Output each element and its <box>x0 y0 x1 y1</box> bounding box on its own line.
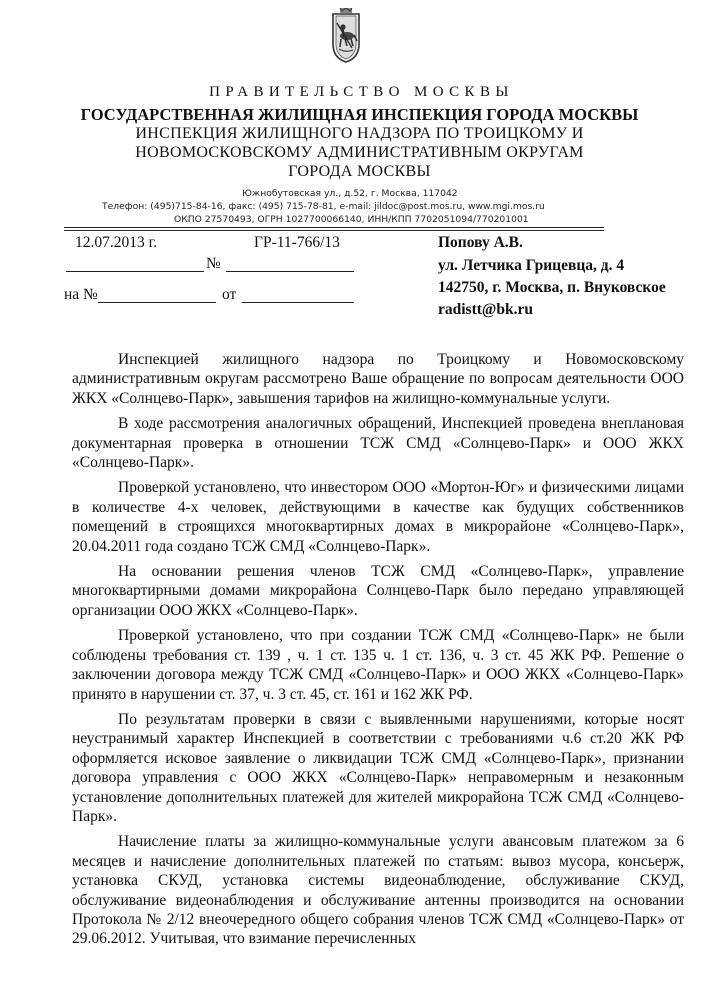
government-title: ПРАВИТЕЛЬСТВО МОСКВЫ <box>209 84 514 100</box>
recipient-email: radistt@bk.ru <box>438 301 533 318</box>
subdivision-line-1: ИНСПЕКЦИЯ ЖИЛИЩНОГО НАДЗОРА ПО ТРОИЦКОМУ И <box>135 125 584 142</box>
registration-number: ГР-11-766/13 <box>254 234 340 251</box>
body-paragraph: Инспекцией жилищного надзора по Троицкому и Новомосковскому административным округам рассмотрено Ваше обращение по вопросам деятельности ООО ЖКХ «Солнцево-Парк», завышения тарифов на жилищно-коммунальные услуги. <box>72 351 684 407</box>
recipient-city: 142750, г. Москва, п. Внуковское <box>438 279 666 296</box>
agency-codes: ОКПО 27570493, ОГРН 1027700066140, ИНН/КПП 7702051094/770201001 <box>174 214 529 225</box>
moscow-coat-of-arms-icon <box>326 8 366 63</box>
registration-date: 12.07.2013 г. <box>75 234 158 251</box>
header-divider-secondary <box>64 230 604 231</box>
header-divider <box>64 227 604 228</box>
recipient-street: ул. Летчика Грицевца, д. 4 <box>438 257 625 274</box>
agency-contacts: Телефон: (495)715-84-16, факс: (495) 715-78-81, e-mail: jildoc@post.mos.ru, www.mgi.mos.ru <box>102 201 545 212</box>
letter-body <box>72 350 684 949</box>
recipient-name: Попову А.В. <box>438 234 523 251</box>
agency-address: Южнобутовская ул., д.52, г. Москва, 117042 <box>242 188 458 199</box>
from-label: от <box>222 286 237 303</box>
body-paragraph: На основании решения членов ТСЖ СМД «Солнцево-Парк», управление многоквартирными домами микрорайона Солнцево-Парк было передано управляющей организации ООО ЖКХ «Солнцево-Парк». <box>72 563 684 619</box>
body-paragraph: В ходе рассмотрения аналогичных обращений, Инспекцией проведена внеплановая документарная проверка в отношении ТСЖ СМД «Солнцево-Парк» и ООО ЖКХ «Солнцево-Парк». <box>72 415 684 472</box>
subdivision-line-2: НОВОМОСКОВСКОМУ АДМИНИСТРАТИВНЫМ ОКРУГАМ <box>135 144 584 161</box>
body-paragraph: По результатам проверки в связи с выявленными нарушениями, которые носят неустранимый характер Инспекцией в соответствии с требованиями ч.6 ст.20 ЖК РФ оформляется исковое заявление о ликвидации ТСЖ СМД «Солнцево-Парк», признании договора управления с ООО ЖКХ «Солнцево-Парк» неправомерным и незаконным установление дополнительных платежей для жителей микрорайона ТСЖ СМД «Солнцево-Парк». <box>72 710 684 825</box>
body-paragraph: Проверкой установлено, что при создании ТСЖ СМД «Солнцево-Парк» не были соблюдены требования ст. 139 , ч. 1 ст. 135 ч. 1 ст. 136, ч. 3 ст. 45 ЖК РФ. Решение о заключении договора между ТСЖ СМД «Солнцево-Парк» и ООО ЖКХ «Солнцево-Парк» принято в нарушении ст. 37, ч. 3 ст. 45, ст. 161 и 162 ЖК РФ. <box>72 627 684 703</box>
number-underline <box>226 271 354 272</box>
body-paragraph: Проверкой установлено, что инвестором ООО «Мортон-Юг» и физическими лицами в количестве 4-х человек, действующими в качестве как будущих собственников помещений в строящихся многоквартирных домах в микрорайоне «Солнцево-Парк», 20.04.2011 года создано ТСЖ СМД «Солнцево-Парк». <box>72 479 684 555</box>
reply-to-label: на № <box>64 286 98 303</box>
subdivision-line-3: ГОРОДА МОСКВЫ <box>288 163 431 180</box>
agency-title: ГОСУДАРСТВЕННАЯ ЖИЛИЩНАЯ ИНСПЕКЦИЯ ГОРОДА МОСКВЫ <box>80 105 639 124</box>
number-label: № <box>206 255 221 272</box>
from-underline <box>242 302 354 303</box>
reply-to-underline <box>98 302 216 303</box>
date-underline <box>66 271 204 272</box>
body-paragraph: Начисление платы за жилищно-коммунальные услуги авансовым платежом за 6 месяцев и начисление дополнительных платежей по статьям: вывоз мусора, консьерж, установка СКУД, установка системы видеонаблюдение, обслуживание СКУД, обслуживание видеонаблюдения и обслуживание антенны производится на основании Протокола № 2/12 внеочередного общего собрания членов ТСЖ СМД «Солнцево-Парк» от 29.06.2012. Учитывая, что взимание перечисленных <box>72 833 684 948</box>
